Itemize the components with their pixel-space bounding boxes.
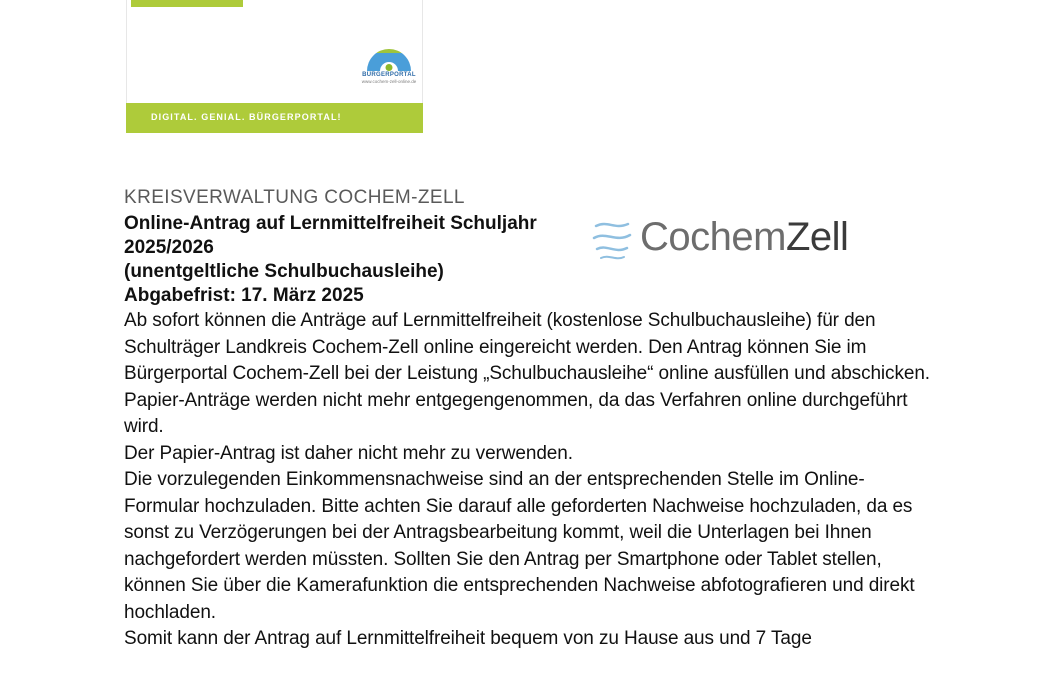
body-paragraph: Der Papier-Antrag ist daher nicht mehr zu verwenden.	[124, 442, 573, 464]
body-paragraph: Die vorzulegenden Einkommensnachweise sind an der entsprechenden Stelle im Online-Formular hochzuladen. Bitte achten Sie darauf alle geforderten Nachweise hochzuladen, da es sonst zu Verzögerungen bei der Antragsbearbeitung kommt, weil die Unterlagen bei Ihnen nachgefordert werden müssten. Sollten Sie den Antrag per Smartphone oder Tablet stellen, können Sie über die Kamerafunktion die entsprechenden Nachweise abfotografieren und direkt hochladen.	[124, 469, 915, 623]
page-title-line-1: Online-Antrag auf Lernmittelfreiheit Schuljahr	[124, 213, 537, 234]
page-title-line-2: 2025/2026	[124, 237, 214, 258]
logo-text-cochem: Cochem	[640, 215, 786, 259]
page-title	[124, 212, 684, 308]
portal-logo-name: BÜRGERPORTAL	[362, 72, 416, 78]
portal-person-icon	[386, 64, 393, 71]
body-paragraph: Somit kann der Antrag auf Lernmittelfreiheit bequem von zu Hause aus und 7 Tage	[124, 628, 812, 649]
flyer-image	[126, 0, 423, 133]
buergerportal-logo	[360, 49, 418, 84]
flyer-footer-bar	[126, 103, 423, 133]
flyer-green-badge	[131, 0, 243, 7]
body-paragraph: Ab sofort können die Anträge auf Lernmittelfreiheit (kostenlose Schulbuchausleihe) für den Schulträger Landkreis Cochem-Zell online eingereicht werden. Den Antrag können Sie im Bürgerportal Cochem-Zell bei der Leistung „Schulbuchausleihe“ online ausfüllen und abschicken.	[124, 310, 930, 384]
page-title-deadline: Abgabefrist: 17. März 2025	[124, 285, 364, 306]
flyer-footer-slogan: DIGITAL. GENIAL. BÜRGERPORTAL!	[151, 112, 342, 122]
portal-logo-url: www.cochem-zell-online.de	[361, 79, 417, 84]
document-content	[124, 186, 936, 653]
logo-text-zell: Zell	[785, 215, 849, 259]
page-title-line-3: (unentgeltliche Schulbuchausleihe)	[124, 261, 444, 282]
page-kicker: KREISVERWALTUNG COCHEM-ZELL	[124, 187, 465, 208]
portal-arc-icon	[367, 49, 411, 71]
flyer-body	[126, 0, 423, 103]
body-paragraph: Papier-Anträge werden nicht mehr entgegengenommen, da das Verfahren online durchgeführt wird.	[124, 389, 908, 437]
